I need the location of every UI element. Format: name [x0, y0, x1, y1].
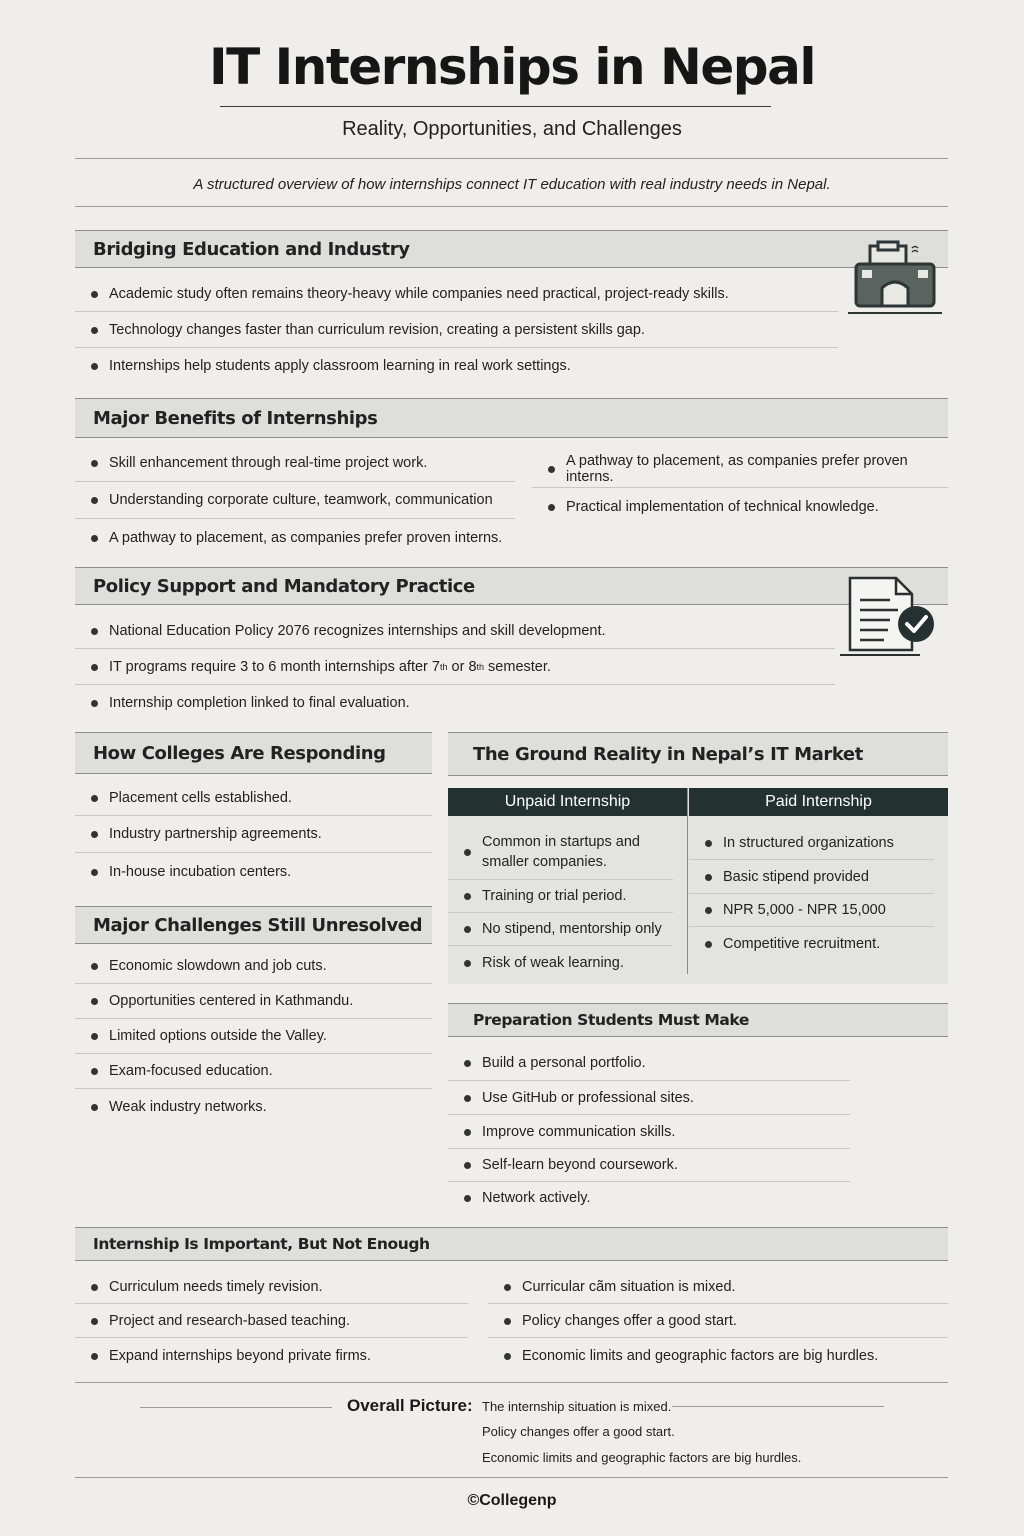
list-item: Academic study often remains theory-heavy while companies need practical, project-ready skills.	[75, 276, 838, 312]
section-heading-colleges-text: How Colleges Are Responding	[93, 742, 386, 764]
paid-internship-header	[689, 788, 948, 816]
list-item: Training or trial period.	[448, 880, 673, 913]
list-item: Policy changes offer a good start.	[488, 1304, 948, 1338]
overall-line: The internship situation is mixed.	[482, 1399, 672, 1414]
section-heading-challenges	[75, 906, 432, 944]
list-item: Network actively.	[448, 1182, 850, 1213]
challenges-list	[75, 949, 432, 1124]
important-divider	[75, 1382, 948, 1383]
preparation-list	[448, 1045, 850, 1213]
policy-text-part: semester.	[484, 658, 551, 675]
unpaid-internship-title: Unpaid Internship	[504, 793, 631, 810]
title-divider	[220, 106, 771, 107]
section-heading-bridging-text: Bridging Education and Industry	[93, 238, 410, 260]
policy-text-part: or 8	[447, 658, 477, 675]
section-heading-bridging	[75, 230, 948, 268]
list-item: Practical implementation of technical knowledge.	[532, 488, 948, 526]
list-item: Expand internships beyond private firms.	[75, 1338, 468, 1374]
section-heading-reality-text: The Ground Reality in Nepal’s IT Market	[473, 743, 863, 765]
list-item: Placement cells established.	[75, 780, 432, 816]
list-item: Competitive recruitment.	[689, 927, 934, 960]
list-item: Economic slowdown and job cuts.	[75, 949, 432, 984]
building-icon	[848, 238, 942, 316]
list-item: Economic limits and geographic factors are big hurdles.	[488, 1338, 948, 1374]
list-item: Common in startups and smaller companies.	[448, 824, 673, 880]
list-item: NPR 5,000 - NPR 15,000	[689, 894, 934, 927]
list-item: In structured organizations	[689, 826, 934, 860]
list-item: A pathway to placement, as companies prefer proven interns.	[532, 450, 948, 488]
unpaid-list	[448, 824, 673, 979]
section-heading-benefits-text: Major Benefits of Internships	[93, 407, 378, 429]
intro-text: A structured overview of how internships connect IT education with real industry needs in Nepal.	[193, 176, 831, 193]
list-item: In-house incubation centers.	[75, 853, 432, 890]
overall-line: Economic limits and geographic factors are big hurdles.	[482, 1450, 802, 1465]
overall-left-rule	[140, 1407, 332, 1408]
section-heading-benefits	[75, 398, 948, 438]
list-item: Limited options outside the Valley.	[75, 1019, 432, 1054]
policy-text-part: IT programs require 3 to 6 month internships after 7	[109, 658, 440, 675]
list-item: Internship completion linked to final evaluation.	[75, 685, 835, 721]
list-item: Build a personal portfolio.	[448, 1045, 850, 1081]
unpaid-internship-header	[448, 788, 687, 816]
list-item: Industry partnership agreements.	[75, 816, 432, 853]
ordinal-suffix: th	[476, 661, 485, 672]
list-item: Curriculum needs timely revision.	[75, 1270, 468, 1304]
section-heading-important	[75, 1227, 948, 1261]
list-item: Risk of weak learning.	[448, 946, 673, 979]
overall-right-rule	[672, 1406, 884, 1407]
list-item: Self-learn beyond coursework.	[448, 1149, 850, 1182]
section-heading-preparation	[448, 1003, 948, 1037]
section-heading-challenges-text: Major Challenges Still Unresolved	[93, 914, 423, 936]
list-item: Understanding corporate culture, teamwork, communication	[75, 482, 515, 519]
overall-picture-label: Overall Picture:	[347, 1396, 473, 1415]
section-heading-policy-text: Policy Support and Mandatory Practice	[93, 575, 475, 597]
list-item: Weak industry networks.	[75, 1089, 432, 1124]
page-title: IT Internships in Nepal	[209, 38, 815, 96]
list-item: Curricular cãm situation is mixed.	[488, 1270, 948, 1304]
important-left-list	[75, 1270, 468, 1374]
list-item: A pathway to placement, as companies prefer proven interns.	[75, 519, 515, 556]
list-item: Improve communication skills.	[448, 1115, 850, 1149]
list-item: Project and research-based teaching.	[75, 1304, 468, 1338]
important-right-list	[488, 1270, 948, 1374]
copyright-footer: ©Collegenp	[467, 1492, 557, 1509]
list-item: National Education Policy 2076 recognizes internships and skill development.	[75, 613, 835, 649]
section-heading-reality	[448, 732, 948, 776]
colleges-list	[75, 780, 432, 890]
list-item: Opportunities centered in Kathmandu.	[75, 984, 432, 1019]
subtitle-divider	[75, 158, 948, 159]
list-item: Internships help students apply classroom learning in real work settings.	[75, 348, 838, 384]
list-item: Use GitHub or professional sites.	[448, 1081, 850, 1115]
list-item: Technology changes faster than curriculum revision, creating a persistent skills gap.	[75, 312, 838, 348]
footer-divider	[75, 1477, 948, 1478]
paid-list	[689, 826, 934, 960]
list-item	[75, 649, 835, 685]
paid-internship-title: Paid Internship	[765, 793, 872, 810]
benefits-right-list	[532, 450, 948, 526]
section-heading-important-text: Internship Is Important, But Not Enough	[93, 1235, 430, 1253]
list-item: Exam-focused education.	[75, 1054, 432, 1089]
section-heading-colleges	[75, 732, 432, 774]
policy-list	[75, 613, 835, 721]
table-divider	[687, 788, 688, 974]
document-check-icon	[840, 576, 940, 658]
list-item: No stipend, mentorship only	[448, 913, 673, 946]
ordinal-suffix: th	[439, 661, 448, 672]
section-heading-preparation-text: Preparation Students Must Make	[473, 1011, 750, 1029]
benefits-left-list	[75, 445, 515, 556]
page-subtitle: Reality, Opportunities, and Challenges	[342, 118, 682, 140]
list-item: Basic stipend provided	[689, 860, 934, 894]
bridging-list	[75, 276, 838, 384]
overall-line: Policy changes offer a good start.	[482, 1424, 675, 1439]
intro-divider	[75, 206, 948, 207]
section-heading-policy	[75, 567, 948, 605]
list-item: Skill enhancement through real-time project work.	[75, 445, 515, 482]
